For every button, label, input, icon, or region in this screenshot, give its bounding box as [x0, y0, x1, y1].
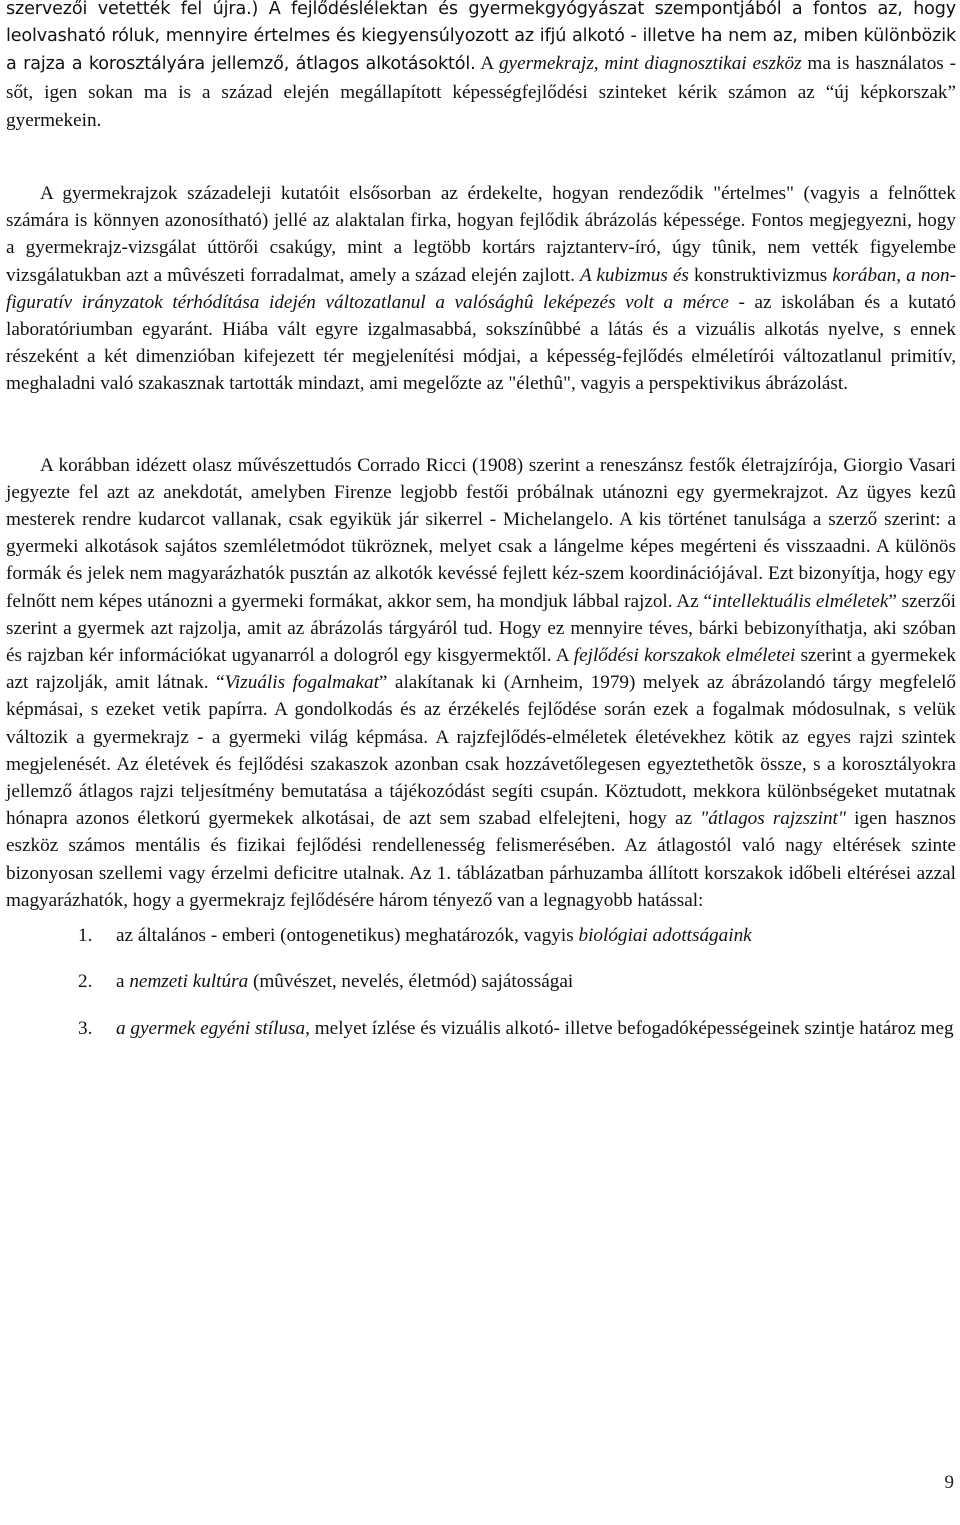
paragraph-vasari — [6, 452, 956, 914]
list-item-text: az általános - emberi (ontogenetikus) meghatározók, vagyis — [116, 925, 579, 947]
paragraph-vasari-italic-3: Vizuális fogalmakat — [224, 672, 379, 694]
page-number: 9 — [944, 1472, 954, 1493]
list-item — [6, 968, 956, 995]
paragraph-vasari-text-2: ” szerzői szerint a gyermek azt rajzolja, amit az ábrázolás tárgyáról tud. Hogy ez mennyire téves, bárki bebizonyíthatja, aki szóban és rajzban kér információkat ugyanarról a dologról egy kisgyermektől. A — [6, 590, 956, 667]
list-item — [6, 922, 956, 949]
paragraph-researchers-italic-1: A kubizmus és — [579, 264, 689, 286]
list-item-italic: a gyermek egyéni stílusa — [116, 1017, 306, 1039]
list-item-number: 3. — [78, 1017, 93, 1039]
paragraph-intro — [6, 0, 956, 135]
paragraph-researchers — [6, 180, 956, 398]
paragraph-intro-prefix: A — [475, 53, 499, 75]
list-item — [6, 1015, 956, 1042]
paragraph-intro-suffix: ma is használatos - sőt, igen sokan ma is a század elején megállapított képességfejlődési szinteket kérik számon az “új képkorszak” gyermekein. — [6, 53, 956, 131]
paragraph-intro-italic: gyermekrajz, mint diagnosztikai eszköz — [498, 53, 802, 75]
document-page — [6, 0, 956, 1061]
paragraph-researchers-text-2: konstruktivizmus — [688, 264, 833, 286]
paragraph-vasari-italic-1: intellektuális elméletek — [712, 590, 889, 612]
paragraph-vasari-text-5: igen hasznos eszköz számos mentális és fizikai fejlődési rendellenesség felismerésében. Az átlagostól való nagy eltérések szinte bizonyosan szellemi vagy érzelmi deficitre utalnak. Az 1. táblázatban párhuzamba állított korszakok időbeli eltérései azzal magyarázhatók, hogy a gyermekrajz fejlődésére három tényező van a legnagyobb hatással: — [6, 808, 956, 911]
list-item-text-post: (mûvészet, nevelés, életmód) sajátosságai — [248, 971, 574, 993]
paragraph-researchers-text-3: - az iskolában és a kutató laboratóriumban egyaránt. Hiába vált egyre izgalmasabbá, sokszínûbbé a látás és a vizuális alkotás nyelve, s ennek részeként a két dimenzióban kifejezett tér megjelenítési módjai, a képesség-fejlődés elméletírói változatlanul primitív, meghaladni való szakasznak tartották mindazt, ami megelőzte az "élethû", vagyis a perspektivikus ábrázolást. — [6, 291, 956, 395]
paragraph-researchers-text-1: A gyermekrajzok századeleji kutatóit elsősorban az érdekelte, hogyan rendeződik "értelmes" (vagyis a felnőttek számára is könnyen azonosítható) jellé az alaktalan firka, hogyan fejlődik ábrázolás képessége. Fontos megjegyezni, hogy a gyermekrajz-vizsgálat úttörői csakúgy, mint a legtöbb kortárs rajztanterv-író, úgy tûnik, nem vették figyelembe vizsgálatukban azt a mûvészeti forradalmat, amely a század elején zajlott. — [6, 183, 956, 286]
paragraph-researchers-italic-2: korában, a non-figuratív irányzatok térhódítása idején változatlanul a valósághû leképezés volt a mérce — [6, 264, 957, 313]
list-item-number: 1. — [78, 925, 93, 947]
paragraph-vasari-text-1: A korábban idézett olasz művészettudós Corrado Ricci (1908) szerint a reneszánsz festők életrajzírója, Giorgio Vasari jegyezte fel azt az anekdotát, amelyben Firenze legjobb festői próbálnak utánozni egy gyermekrajzot. Az ügyes kezû mesterek rendre kudarcot vallanak, csak egyikük jár sikerrel - Michelangelo. A kis történet tanulsága a szerző szerint: a gyermeki alkotások sajátos szemléletmódot tükröznek, melyet csak a lángelme képes megérteni és visszaadni. A különös formák és jelek nem magyarázhatók pusztán az alkotók kevéssé fejlett kéz-szem koordinációjával. Ezt bizonyítja, hogy egy felnőtt nem képes utánozni a gyermeki formákat, akkor sem, ha mondjuk lábbal rajzol. Az “ — [6, 454, 956, 612]
list-item-italic: biológiai adottságaink — [578, 925, 752, 947]
paragraph-vasari-text-4: ” alakítanak ki (Arnheim, 1979) melyek az ábrázolandó tárgy megfelelő képmásai, s ezeket vetik papírra. A gondolkodás és az érzékelés fejlődése során ezek a fogalmak módosulnak, s velük változik a gyermekrajz - a gyermeki világ képmása. A rajzfejlődés-elméletek életévekhez kötik az egyes rajzi szintek megjelenését. Az életévek és fejlődési szakaszok azonban csak hozzávetőlegesen egyeztethetõk össze, s a korosztályokra jellemző átlagos rajzi teljesítmény bemutatása a tájékozódást segíti csupán. Köztudott, mekkora különbségeket mutatnak hónapra azonos életkorú gyermekek alkotásai, de azt sem szabad elfelejteni, hogy az — [6, 672, 957, 830]
list-item-text-post: , melyet ízlése és vizuális alkotó- illetve befogadóképességeinek szintje határoz meg — [305, 1017, 954, 1039]
paragraph-vasari-italic-4: "átlagos rajzszint" — [700, 808, 846, 830]
paragraph-intro-text: szervezői vetették fel újra.) A fejlődéslélektan és gyermekgyógyászat szempontjából a fontos az, hogy leolvasható róluk, mennyire értelmes és kiegyensúlyozott az ifjú alkotó - illetve ha nem az, miben különbözik a rajza a korosztályára jellemző, átlagos alkotásoktól. — [6, 0, 956, 75]
paragraph-vasari-text-3: szerint a gyermekek azt rajzolják, amit látnak. “ — [6, 645, 956, 694]
paragraph-vasari-italic-2: fejlődési korszakok elméletei — [573, 645, 796, 667]
list-item-italic: nemzeti kultúra — [129, 971, 249, 993]
factor-list — [6, 922, 956, 1042]
list-item-number: 2. — [78, 971, 93, 993]
list-item-text: a — [116, 971, 130, 993]
